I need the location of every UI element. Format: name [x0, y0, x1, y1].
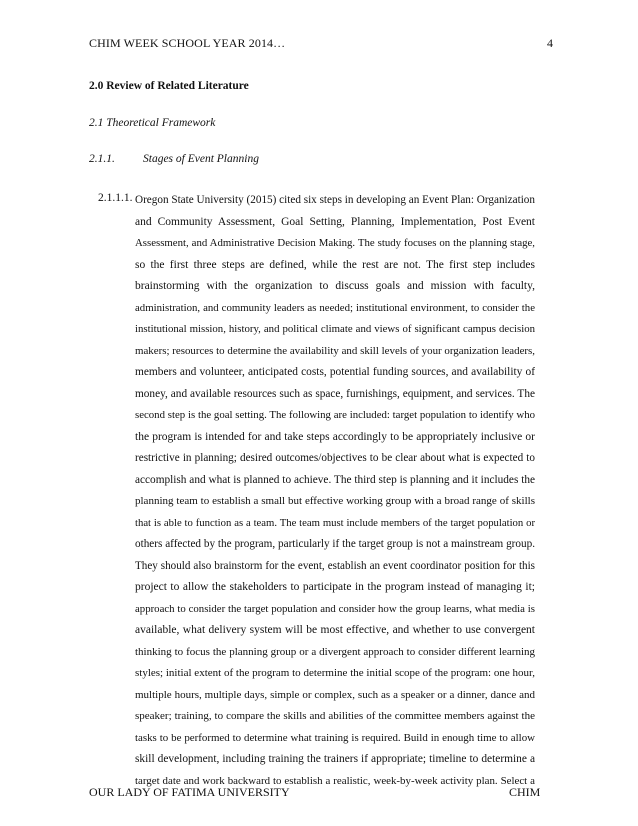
section-title: Stages of Event Planning [143, 153, 259, 165]
paragraph-line: members and volunteer, anticipated costs, potential funding sources, and availability of [135, 366, 535, 378]
paragraph-line: Oregon State University (2015) cited six steps in developing an Event Plan: Organization [135, 194, 535, 206]
paragraph-line: accomplish and what is planned to achieve. The third step is planning and it includes the [135, 473, 535, 486]
paragraph-line: planning team to establish a small but effective working group with a broad range of skills [135, 495, 535, 507]
footer-department: CHIM [509, 785, 541, 799]
paragraph-line: They should also brainstorm for the event, establish an event coordinator position for this [135, 559, 535, 572]
paragraph-line: second step is the goal setting. The following are included: target population to identify who [135, 409, 535, 421]
paragraph-line: brainstorming with the organization to discuss goals and mission with faculty, [135, 280, 535, 292]
paragraph-line: project to allow the stakeholders to participate in the program instead of managing it; [135, 581, 535, 593]
paragraph-line: speaker; training, to compare the skills and abilities of the committee members against the [135, 710, 535, 722]
footer-institution: OUR LADY OF FATIMA UNIVERSITY [89, 785, 290, 799]
paragraph-line: and Community Assessment, Goal Setting, Planning, Implementation, Post Event [135, 215, 535, 228]
paragraph-line: others affected by the program, particularly if the target group is not a mainstream group. [135, 538, 535, 550]
paragraph-line: institutional mission, history, and political climate and views of significant campus decision [135, 323, 535, 335]
paragraph-line: makers; resources to determine the availability and skill levels of your organization leaders, [135, 344, 535, 357]
paragraph-line: approach to consider the target population and consider how the group learns, what media is [135, 602, 535, 615]
paragraph-line: so the first three steps are defined, while the rest are not. The first step includes [135, 258, 535, 271]
running-header-title: CHIM WEEK SCHOOL YEAR 2014… [89, 36, 286, 50]
paragraph-line: restrictive in planning; desired outcomes/objectives to be clear about what is expected to [135, 452, 535, 464]
paragraph-line: target date and work backward to establish a realistic, week-by-week activity plan. Select a [135, 774, 535, 787]
body-paragraph [135, 192, 535, 794]
paragraph-line: multiple hours, multiple days, simple or complex, such as a speaker or a dinner, dance and [135, 688, 535, 701]
paragraph-line: administration, and community leaders as needed; institutional environment, to consider the [135, 301, 535, 314]
paragraph-line: Assessment, and Administrative Decision Making. The study focuses on the planning stage, [135, 237, 535, 249]
section-number: 2.1.1. [89, 153, 115, 165]
paragraph-line: the program is intended for and take steps accordingly to be appropriately inclusive or [135, 430, 535, 443]
paragraph-number: 2.1.1.1. [98, 192, 133, 204]
page-number: 4 [547, 36, 553, 50]
paragraph-line: tasks to be performed to determine what training is required. Build in enough time to allow [135, 731, 535, 744]
section-heading-theoretical-framework: 2.1 Theoretical Framework [89, 117, 216, 129]
section-heading-review: 2.0 Review of Related Literature [89, 80, 249, 92]
paragraph-line: that is able to function as a team. The team must include members of the target population or [135, 516, 535, 529]
paragraph-line: money, and available resources such as space, furnishings, equipment, and services. The [135, 387, 535, 400]
paragraph-line: styles; initial extent of the program to determine the initial scope of the program: one hour, [135, 667, 535, 679]
paragraph-line: thinking to focus the planning group or a divergent approach to consider different learning [135, 645, 535, 658]
paragraph-line: skill development, including training the trainers if appropriate; timeline to determine a [135, 753, 535, 765]
section-heading-stages [89, 153, 259, 165]
paragraph-line: available, what delivery system will be most effective, and whether to use convergent [135, 624, 535, 636]
